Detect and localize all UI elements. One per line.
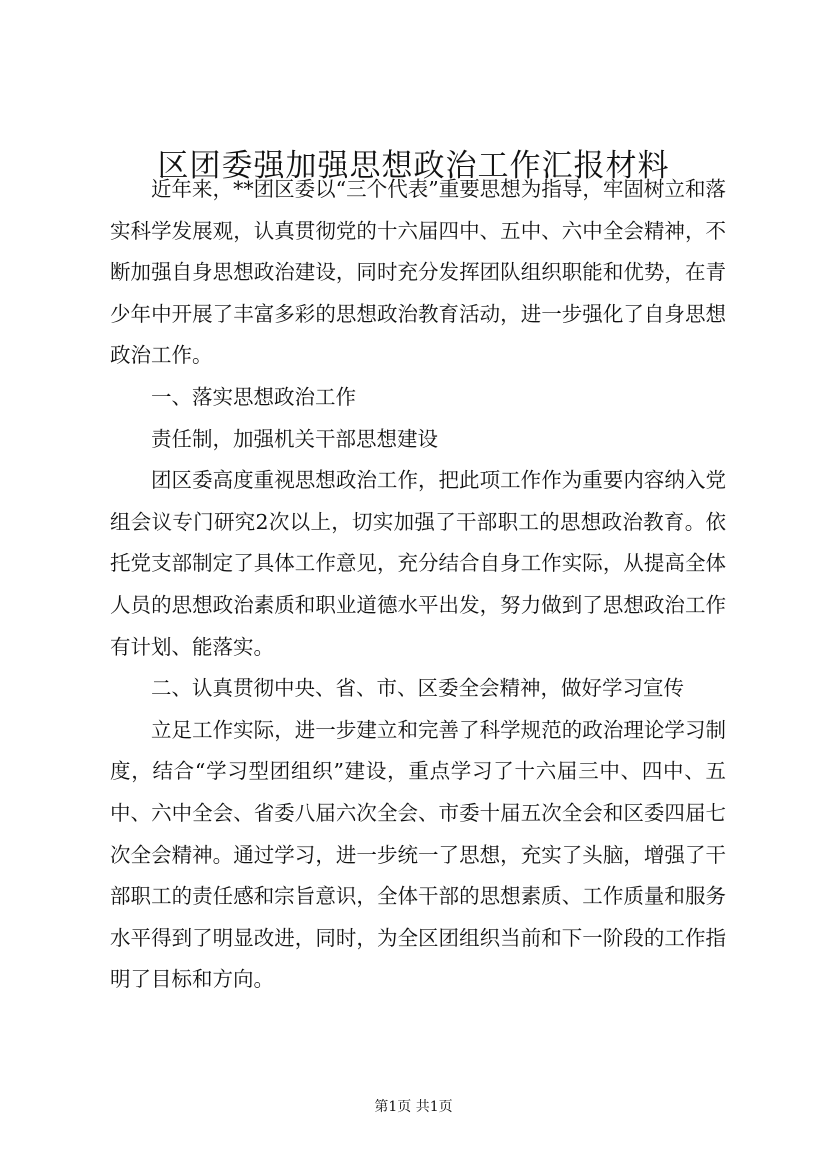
section-heading-1: 一、落实思想政治工作: [151, 384, 356, 409]
document-title: 区团委强加强思想政治工作汇报材料: [157, 148, 670, 184]
paragraph-section-2: 立足工作实际，进一步建立和完善了科学规范的政治理论学习制度，结合“学习型团组织”建设，重点学习了十六届三中、四中、五中、六中全会、省委八届六次全会、市委十届五次全会和区委四届七次全会精神。通过学习，进一步统一了思想，充实了头脑，增强了干部职工的责任感和宗旨意识，全体干部的思想素质、工作质量和服务水平得到了明显改进，同时，为全区团组织当前和下一阶段的工作指明了目标和方向。: [110, 717, 726, 992]
paragraph-intro: 近年来，**团区委以“三个代表”重要思想为指导，牢固树立和落实科学发展观，认真贯彻党的十六届四中、五中、六中全会精神，不断加强自身思想政治建设，同时充分发挥团队组织职能和优势，在青少年中开展了丰富多彩的思想政治教育活动，进一步强化了自身思想政治工作。: [110, 177, 726, 368]
paragraph-section-1: 团区委高度重视思想政治工作，把此项工作作为重要内容纳入党组会议专门研究2次以上，切实加强了干部职工的思想政治教育。依托党支部制定了具体工作意见，充分结合自身工作实际，从提高全体人员的思想政治素质和职业道德水平出发，努力做到了思想政治工作有计划、能落实。: [110, 468, 726, 659]
document-body: [110, 169, 726, 1001]
section-heading-2: 二、认真贯彻中央、省、市、区委全会精神，做好学习宣传: [151, 676, 684, 701]
page-number-footer: 第1页 共1页: [374, 1099, 453, 1115]
section-subheading-1: 责任制，加强机关干部思想建设: [151, 426, 438, 451]
